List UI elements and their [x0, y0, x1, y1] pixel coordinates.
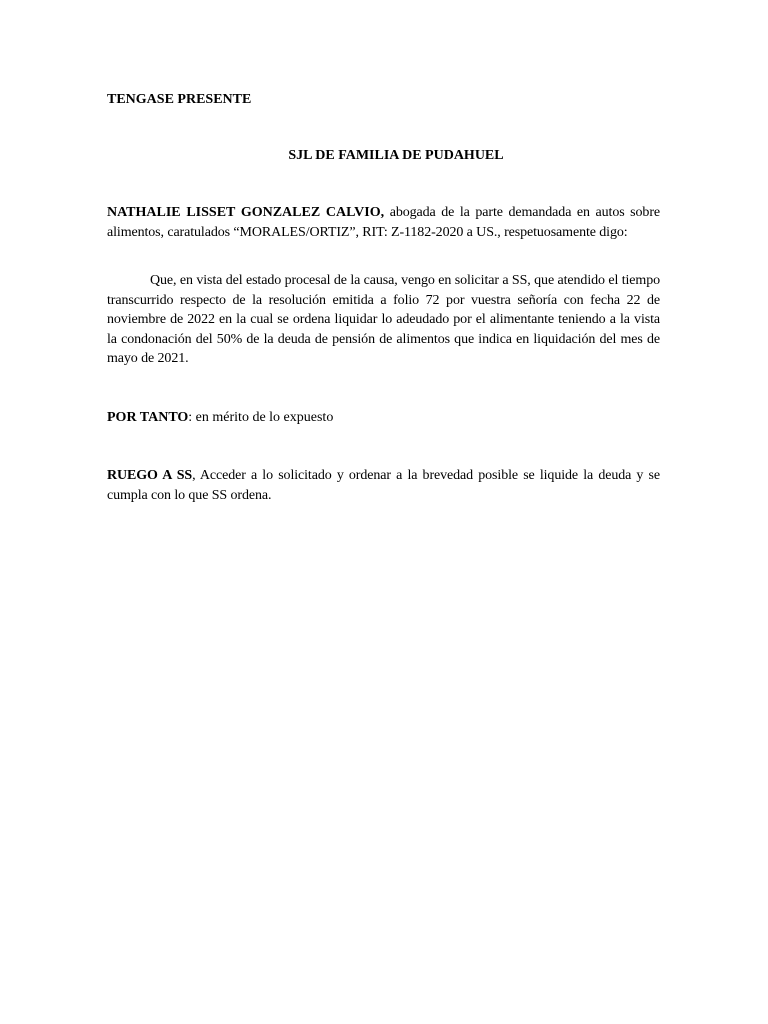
- ruego-label: RUEGO A SS: [107, 468, 193, 483]
- ruego-paragraph: [107, 466, 660, 505]
- intro-paragraph: [107, 203, 660, 242]
- intro-text: abogada de la parte demandada en autos sobre alimentos, caratulados “MORALES/ORTIZ”, RIT: Z-1182-2020 a US., respetuosamente digo:: [107, 205, 660, 240]
- request-paragraph: Que, en vista del estado procesal de la causa, vengo en solicitar a SS, que atendido el tiempo transcurrido respecto de la resolución emitida a folio 72 por vuestra señoría con fecha 22 de noviembre de 2022 en la cual se ordena liquidar lo adeudado por el alimentante teniendo a la vista la condonación del 50% de la deuda de pensión de alimentos que indica en liquidación del mes de mayo de 2021.: [107, 273, 660, 366]
- por-tanto-text: : en mérito de lo expuesto: [188, 410, 334, 425]
- sumilla-heading: TENGASE PRESENTE: [107, 92, 252, 107]
- por-tanto-label: POR TANTO: [107, 410, 189, 425]
- lawyer-name: NATHALIE LISSET GONZALEZ CALVIO,: [107, 205, 385, 220]
- court-name: SJL DE FAMILIA DE PUDAHUEL: [288, 148, 504, 163]
- por-tanto-paragraph: [107, 408, 660, 428]
- court-heading: [0, 148, 768, 164]
- ruego-text: , Acceder a lo solicitado y ordenar a la brevedad posible se liquide la deuda y se cumpla con lo que SS ordena.: [107, 468, 660, 503]
